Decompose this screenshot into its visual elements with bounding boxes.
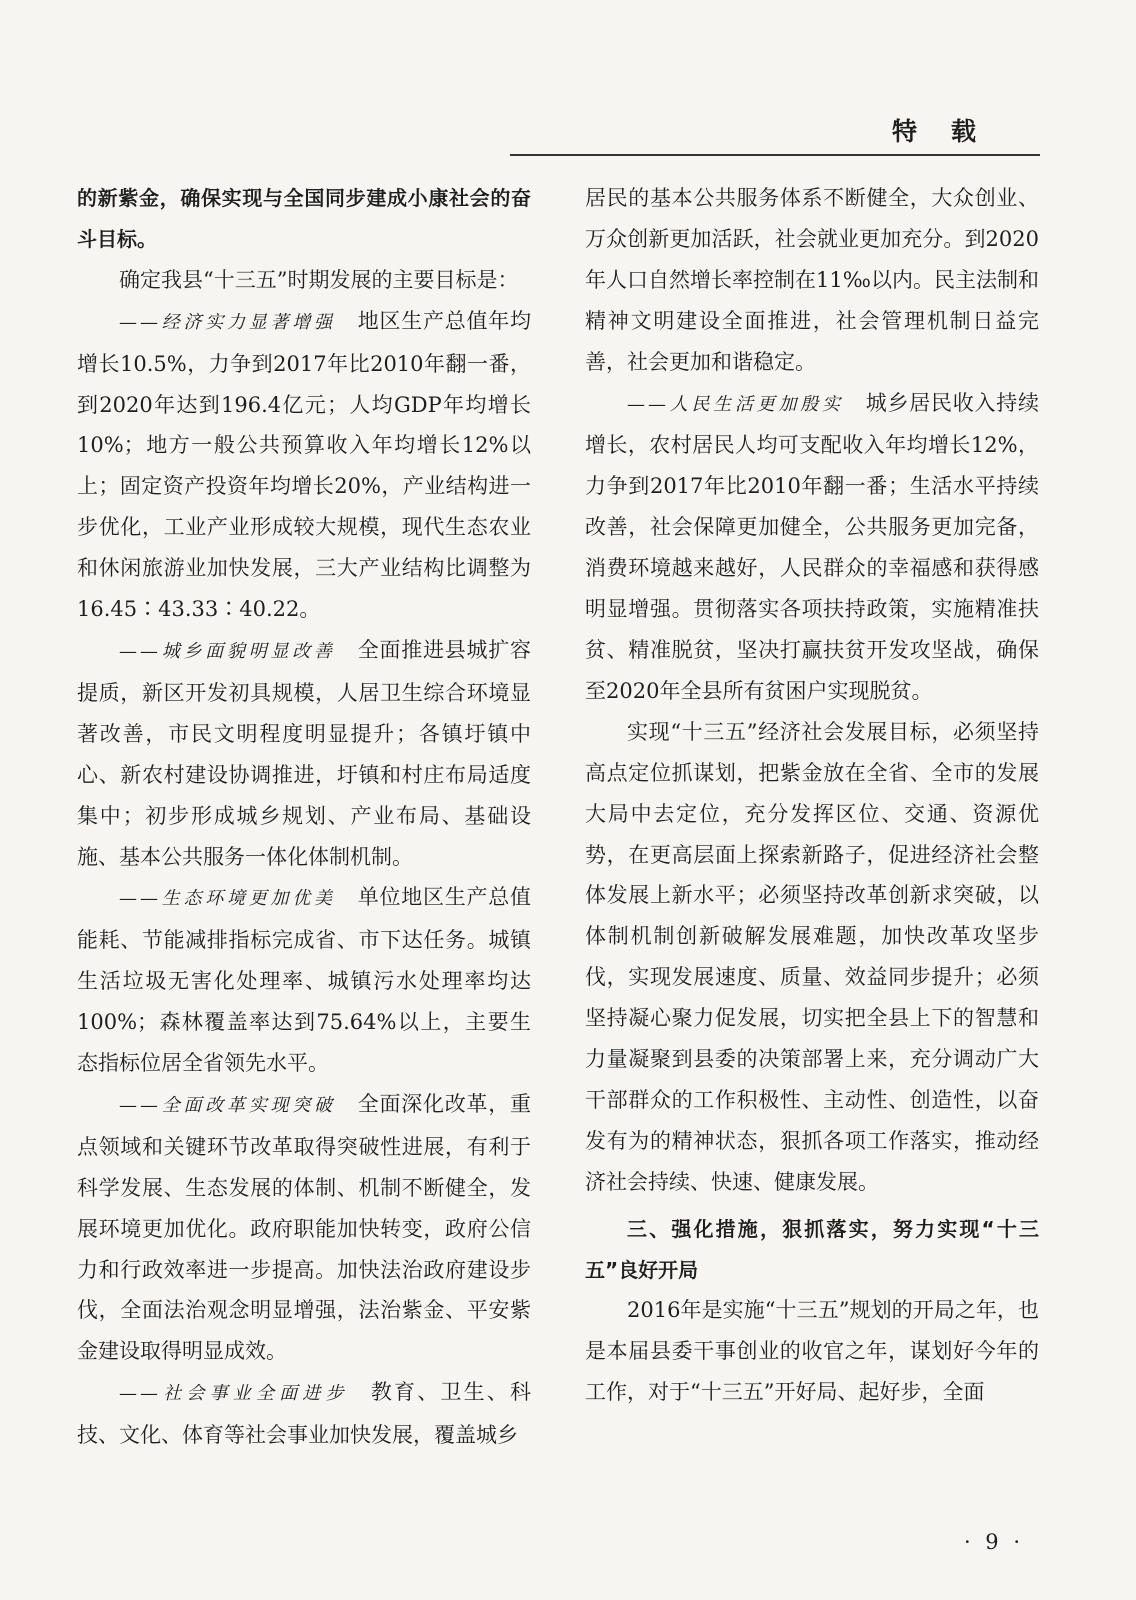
- section-heading: 三、强化措施，狠抓落实，努力实现“十三五”良好开局: [585, 1216, 1039, 1282]
- left-paragraph-1: 的新紫金，确保实现与全国同步建成小康社会的奋斗目标。: [77, 186, 531, 251]
- goal-text: 城乡居民收入持续增长，农村居民人均可支配收入年均增长12%，力争到2017年比2010年翻一番；生活水平持续改善，社会保障更加健全，公共服务更加完备，消费环境越来越好，人民群众的幸福感和获得感明显增强。贯彻落实各项扶持政策，实施精准扶贫、精准脱贫，坚决打赢扶贫开发攻坚战，确保至2020年全县所有贫困户实现脱贫。: [585, 390, 1039, 703]
- left-column: [77, 178, 531, 1456]
- goal-item-social: [77, 1372, 531, 1456]
- goal-text: 全面深化改革，重点领域和关键环节改革取得突破性进展，有利于科学发展、生态发展的体制、机制不断健全，发展环境更加优化。政府职能加快转变，政府公信力和行政效率进一步提高。加快法治政府建设步伐，全面法治观念明显增强，法治紫金、平安紫金建设取得明显成效。: [77, 1091, 531, 1364]
- goal-text: 单位地区生产总值能耗、节能减排指标完成省、市下达任务。城镇生活垃圾无害化处理率、城镇污水处理率均达100%；森林覆盖率达到75.64%以上，主要生态指标位居全省领先水平。: [77, 885, 531, 1076]
- page-header: [510, 110, 1040, 156]
- goal-item-ecology: [77, 877, 531, 1084]
- left-paragraph-2: 确定我县“十三五”时期发展的主要目标是：: [119, 267, 519, 292]
- goal-text: 全面推进县城扩容提质，新区开发初具规模，人居卫生综合环境显著改善，市民文明程度明显提升；各镇圩镇中心、新农村建设协调推进，圩镇和村庄布局适度集中；初步形成城乡规划、产业布局、基础设施、基本公共服务一体化体制机制。: [77, 637, 531, 869]
- goal-item-livelihood: [585, 383, 1039, 712]
- goal-item-urban: [77, 630, 531, 877]
- right-paragraph-2: 实现“十三五”经济社会发展目标，必须坚持高点定位抓谋划，把紫金放在全省、全市的发展大局中去定位，充分发挥区位、交通、资源优势，在更高层面上探索新路子，促进经济社会整体发展上新水平；必须坚持改革创新求突破，以体制机制创新破解发展难题，加快改革攻坚步伐，实现发展速度、质量、效益同步提升；必须坚持凝心聚力促发展，切实把全县上下的智慧和力量凝聚到县委的决策部署上来，充分调动广大干部群众的工作积极性、主动性、创造性，以奋发有为的精神状态，狠抓各项工作落实，推动经济社会持续、快速、健康发展。: [585, 719, 1039, 1194]
- goal-lead: ——城乡面貌明显改善: [119, 640, 336, 662]
- goal-item-reform: [77, 1084, 531, 1372]
- goal-text: 教育、卫生、科技、文化、体育等社会事业加快发展，覆盖城乡: [77, 1380, 532, 1448]
- goal-lead: ——全面改革实现突破: [119, 1094, 336, 1116]
- goal-lead: ——生态环境更加优美: [119, 888, 336, 910]
- goal-item-economy: [77, 301, 531, 630]
- goal-text: 地区生产总值年均增长10.5%，力争到2017年比2010年翻一番，到2020年达到196.4亿元；人均GDP年均增长10%；地方一般公共预算收入年均增长12%以上；固定资产投资年均增长20%，产业结构进一步优化，工业产业形成较大规模，现代生态农业和休闲旅游业加快发展，三大产业结构比调整为16.45∶43.33∶40.22。: [77, 308, 531, 622]
- right-column: [585, 178, 1039, 1413]
- goal-lead: ——经济实力显著增强: [119, 311, 336, 333]
- page-number: · 9 ·: [963, 1530, 1024, 1554]
- right-paragraph-1: 居民的基本公共服务体系不断健全，大众创业、万众创新更加活跃，社会就业更加充分。到2020年人口自然增长率控制在11‰以内。民主法制和精神文明建设全面推进，社会管理机制日益完善，社会更加和谐稳定。: [585, 186, 1039, 374]
- right-paragraph-3: 2016年是实施“十三五”规划的开局之年，也是本届县委干事创业的收官之年，谋划好今年的工作，对于“十三五”开好局、起好步，全面: [585, 1298, 1039, 1405]
- goal-lead: ——人民生活更加殷实: [627, 393, 844, 415]
- header-title: 特载: [891, 117, 1010, 146]
- goal-lead: ——社会事业全面进步: [119, 1383, 349, 1405]
